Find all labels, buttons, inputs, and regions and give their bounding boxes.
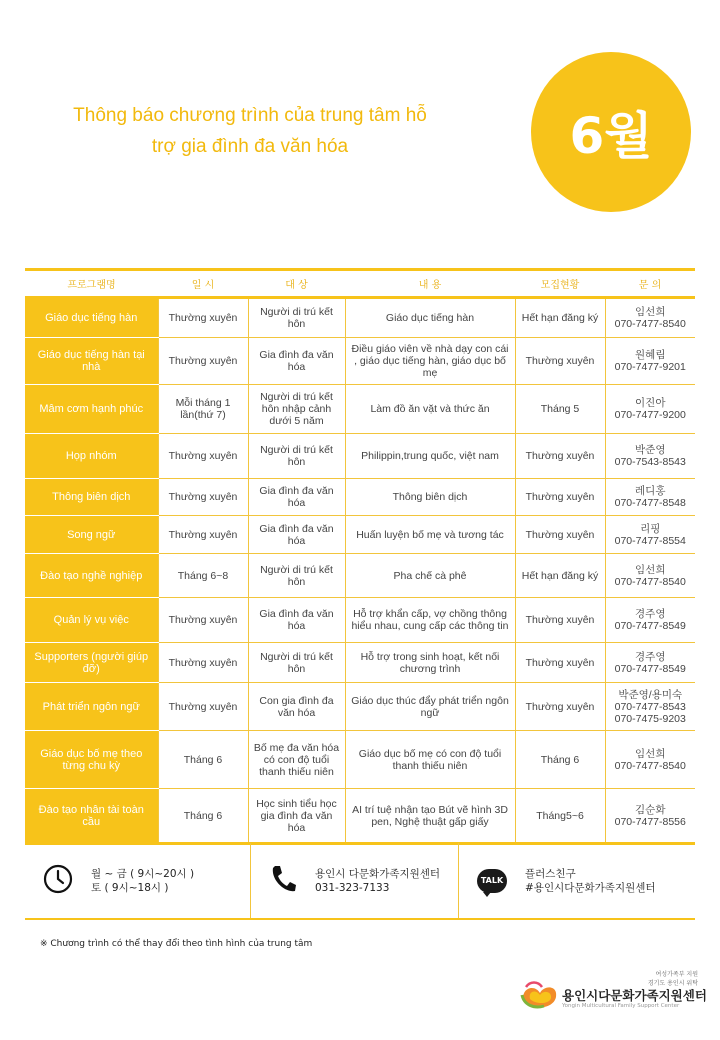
contact-person: 경주영 [635, 650, 666, 663]
status-cell: Hết hạn đăng ký [515, 554, 605, 598]
content-cell: Điều giáo viên về nhà dạy con cái , giáo dục tiếng hàn, giáo dục bố mẹ [345, 338, 515, 385]
kakao-talk-icon: TALK [477, 869, 507, 893]
contact-cell [605, 479, 695, 516]
column-header: 모집현황 [515, 270, 605, 298]
content-cell: Giáo dục thúc đẩy phát triển ngôn ngữ [345, 683, 515, 731]
target-cell: Gia đình đa văn hóa [248, 338, 345, 385]
table-row [25, 385, 695, 434]
status-cell: Tháng5~6 [515, 789, 605, 844]
program-cell: Giáo dục tiếng hàn [25, 298, 158, 338]
kakao-id[interactable]: #용인시다문화가족지원센터 [525, 881, 656, 894]
status-cell: Thường xuyên [515, 516, 605, 554]
table-row [25, 643, 695, 683]
logo-commission: 경기도 용인시 위탁 [647, 980, 698, 987]
center-logo [520, 965, 707, 1015]
logo-mark-icon [520, 979, 560, 1009]
contact-phone: 070-7475-9203 [614, 712, 686, 725]
status-cell: Thường xuyên [515, 338, 605, 385]
status-cell: Thường xuyên [515, 479, 605, 516]
phone-number[interactable]: 031-323-7133 [315, 881, 390, 894]
logo-sponsor: 여성가족부 지원 [655, 971, 698, 978]
program-cell: Phát triển ngôn ngữ [25, 683, 158, 731]
contact-phone: 070-7477-8548 [614, 497, 686, 509]
time-cell: Thường xuyên [158, 598, 248, 643]
time-cell: Thường xuyên [158, 516, 248, 554]
target-cell: Bố mẹ đa văn hóa có con độ tuổi thanh thiếu niên [248, 731, 345, 789]
kakao-contact [525, 867, 656, 895]
contact-phone: 070-7477-8556 [614, 815, 686, 828]
program-cell: Đào tạo nghề nghiệp [25, 554, 158, 598]
contact-cell [605, 385, 695, 434]
table-row [25, 479, 695, 516]
contact-person: 임선희 [635, 563, 666, 576]
contact-cell [605, 298, 695, 338]
table-row [25, 338, 695, 385]
program-cell: Họp nhóm [25, 434, 158, 479]
contact-cell [605, 516, 695, 554]
contact-cell [605, 731, 695, 789]
target-cell: Người di trú kết hôn [248, 434, 345, 479]
contact-phone: 070-7543-8543 [614, 456, 686, 468]
time-cell: Tháng 6 [158, 731, 248, 789]
contact-person: 김순화 [635, 803, 666, 816]
contact-phone: 070-7477-9200 [614, 409, 686, 421]
target-cell: Người di trú kết hôn [248, 643, 345, 683]
logo-name: 용인시다문화가족지원센터 [562, 988, 707, 1003]
target-cell: Người di trú kết hôn [248, 298, 345, 338]
program-table [25, 268, 695, 845]
content-cell: Pha chế cà phê [345, 554, 515, 598]
contact-phone: 070-7477-8543 [614, 700, 686, 713]
contact-phone: 070-7477-9201 [614, 361, 686, 373]
contact-cell [605, 434, 695, 479]
content-cell: Hỗ trợ trong sinh hoạt, kết nối chương trình [345, 643, 515, 683]
status-cell: Hết hạn đăng ký [515, 298, 605, 338]
table-row [25, 789, 695, 844]
table-row [25, 683, 695, 731]
contact-person: 리핑 [640, 522, 661, 535]
contact-person: 이진아 [635, 397, 666, 409]
contact-person: 임선희 [635, 306, 666, 318]
contact-person: 레디홍 [635, 485, 666, 497]
time-cell: Thường xuyên [158, 338, 248, 385]
hours-saturday: 토 ( 9시~18시 ) [91, 881, 169, 894]
title-line-2: trợ gia đình đa văn hóa [151, 136, 349, 157]
time-cell: Thường xuyên [158, 298, 248, 338]
status-cell: Tháng 6 [515, 731, 605, 789]
content-cell: Giáo dục bố mẹ có con độ tuổi thanh thiếu niên [345, 731, 515, 789]
notice-title [30, 100, 470, 162]
content-cell: Hỗ trợ khẩn cấp, vợ chồng thông hiểu nhau, cung cấp các thông tin [345, 598, 515, 643]
contact-phone: 070-7477-8540 [614, 575, 686, 588]
contact-phone: 070-7477-8540 [614, 759, 686, 772]
contact-cell [605, 554, 695, 598]
contact-phone: 070-7477-8554 [614, 534, 686, 547]
contact-phone: 070-7477-8549 [614, 620, 686, 632]
program-cell: Thông biên dịch [25, 479, 158, 516]
hours-weekday: 월 ~ 금 ( 9시~20시 ) [91, 867, 195, 880]
hours-section [25, 843, 250, 918]
status-cell: Thường xuyên [515, 643, 605, 683]
kakao-label: 플러스친구 [525, 867, 576, 880]
content-cell: Philippin,trung quốc, việt nam [345, 434, 515, 479]
contact-cell [605, 598, 695, 643]
time-cell: Mỗi tháng 1 lần(thứ 7) [158, 385, 248, 434]
content-cell: Thông biên dịch [345, 479, 515, 516]
time-cell: Thường xuyên [158, 434, 248, 479]
program-cell: Quản lý vụ việc [25, 598, 158, 643]
phone-section [250, 843, 458, 918]
program-cell: Giáo dục bố mẹ theo từng chu kỳ [25, 731, 158, 789]
contact-cell [605, 789, 695, 844]
contact-phone: 070-7477-8540 [614, 318, 686, 330]
clock-icon [43, 864, 73, 898]
change-notice: ※ Chương trình có thể thay đổi theo tình hình của trung tâm [40, 939, 313, 949]
content-cell: AI trí tuệ nhận tạo Bút vẽ hình 3D pen, Nghệ thuật gấp giấy [345, 789, 515, 844]
logo-english: Yongin Multicultural Family Support Center [562, 1003, 680, 1009]
table-row [25, 598, 695, 643]
table-row [25, 434, 695, 479]
content-cell: Giáo dục tiếng hàn [345, 298, 515, 338]
table-row [25, 731, 695, 789]
time-cell: Tháng 6 [158, 789, 248, 844]
table-row [25, 554, 695, 598]
column-header: 대 상 [248, 270, 345, 298]
phone-icon [269, 864, 297, 898]
time-cell: Thường xuyên [158, 479, 248, 516]
contact-cell [605, 643, 695, 683]
time-cell: Thường xuyên [158, 683, 248, 731]
contact-person: 박준영/용미숙 [618, 688, 683, 701]
month-label: 6월 [569, 107, 653, 165]
phone-contact [315, 867, 440, 895]
contact-person: 임선희 [635, 747, 666, 760]
target-cell: Gia đình đa văn hóa [248, 516, 345, 554]
contact-phone: 070-7477-8549 [614, 662, 686, 675]
content-cell: Huấn luyện bố mẹ và tương tác [345, 516, 515, 554]
program-cell: Giáo dục tiếng hàn tại nhà [25, 338, 158, 385]
target-cell: Con gia đình đa văn hóa [248, 683, 345, 731]
time-cell: Tháng 6~8 [158, 554, 248, 598]
column-header: 프로그램명 [25, 270, 158, 298]
contact-person: 박준영 [635, 444, 666, 456]
column-header: 내 용 [345, 270, 515, 298]
target-cell: Người di trú kết hôn [248, 554, 345, 598]
contact-person: 경주영 [635, 608, 666, 620]
time-cell: Thường xuyên [158, 643, 248, 683]
program-cell: Đào tạo nhân tài toàn cầu [25, 789, 158, 844]
content-cell: Làm đồ ăn vặt và thức ăn [345, 385, 515, 434]
program-cell: Supporters (người giúp đỡ) [25, 643, 158, 683]
status-cell: Thường xuyên [515, 598, 605, 643]
table-row [25, 298, 695, 338]
contact-person: 원혜림 [635, 349, 666, 361]
program-cell: Song ngữ [25, 516, 158, 554]
contact-footer [25, 843, 695, 920]
target-cell: Học sinh tiểu học gia đình đa văn hóa [248, 789, 345, 844]
kakao-section [458, 843, 695, 918]
program-cell: Mâm cơm hạnh phúc [25, 385, 158, 434]
target-cell: Gia đình đa văn hóa [248, 479, 345, 516]
contact-cell [605, 683, 695, 731]
title-line-1: Thông báo chương trình của trung tâm hỗ [73, 105, 427, 126]
opening-hours [91, 867, 194, 895]
month-badge [531, 52, 691, 212]
column-header: 문 의 [605, 270, 695, 298]
status-cell: Thường xuyên [515, 434, 605, 479]
table-row [25, 516, 695, 554]
center-name: 용인시 다문화가족지원센터 [315, 867, 441, 880]
contact-cell [605, 338, 695, 385]
status-cell: Thường xuyên [515, 683, 605, 731]
status-cell: Tháng 5 [515, 385, 605, 434]
target-cell: Người di trú kết hôn nhập cảnh dưới 5 năm [248, 385, 345, 434]
target-cell: Gia đình đa văn hóa [248, 598, 345, 643]
table-header-row [25, 270, 695, 298]
column-header: 일 시 [158, 270, 248, 298]
